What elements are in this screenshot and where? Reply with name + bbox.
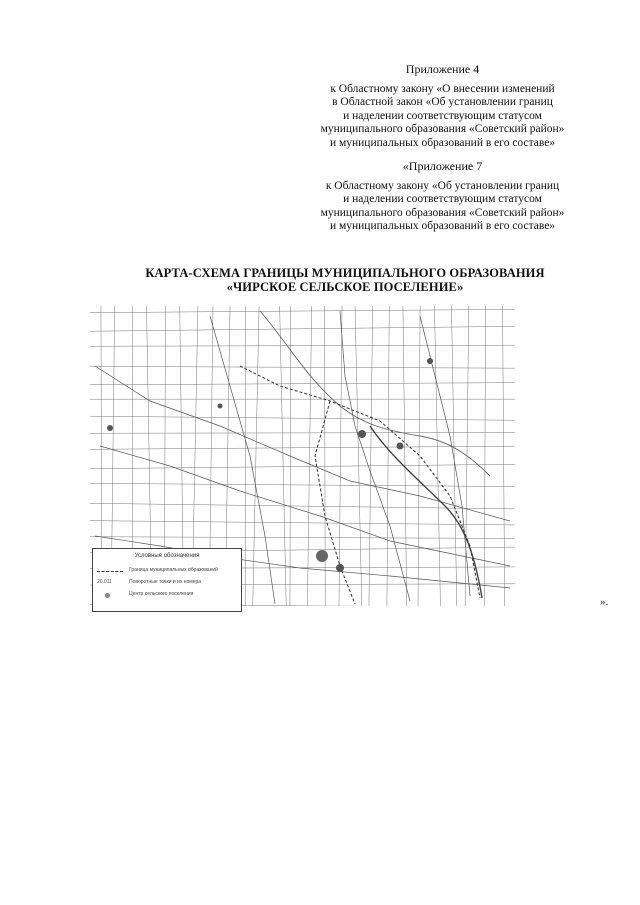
appendix-7-line: к Областному закону «Об установлении границ	[325, 179, 560, 192]
appendix-4-line: в Областной закон «Об установлении границ	[332, 96, 553, 108]
appendix-4-line: муниципального образования «Советский район»	[320, 123, 565, 135]
legend-label: Центр сельского поселения	[129, 591, 194, 597]
map-title	[95, 266, 595, 294]
map-title-line-2: «ЧИРСКОЕ СЕЛЬСКОЕ ПОСЕЛЕНИЕ»	[226, 280, 464, 294]
legend-label: Поворотные точки и их номера	[129, 579, 202, 585]
appendix-4-line: и наделении соответствующим статусом	[343, 109, 542, 122]
boundary-line-icon	[97, 571, 123, 572]
legend-item-boundary	[97, 567, 237, 575]
legend-item-turning-points	[97, 579, 237, 587]
appendix-7-line: муниципального образования «Советский район»	[320, 206, 565, 219]
turning-point-number: 20.011	[97, 579, 112, 585]
legend-item-settlement-center	[97, 591, 237, 599]
appendix-4-line: к Областному закону «О внесении изменений	[330, 82, 555, 95]
legend-label: Граница муниципальных образований	[129, 567, 218, 573]
appendix-7-line: и наделении соответствующим статусом	[343, 193, 542, 205]
appendix-4-line: и муниципальных образований в его составе»	[329, 136, 556, 149]
map-legend	[92, 548, 242, 612]
map-settlements	[107, 358, 433, 572]
appendix-4-heading: Приложение 4	[405, 62, 480, 76]
settlement-dot-icon	[105, 593, 110, 598]
appendix-4-block	[300, 63, 585, 150]
map-title-line-1: КАРТА-СХЕМА ГРАНИЦЫ МУНИЦИПАЛЬНОГО ОБРАЗОВАНИЯ	[145, 266, 545, 280]
legend-title: Условные обозначения	[134, 553, 200, 559]
appendix-7-block	[300, 160, 585, 234]
closing-quote-mark: ».	[600, 596, 609, 608]
appendix-7-heading: «Приложение 7	[402, 159, 483, 173]
appendix-7-line: и муниципальных образований в его составе»	[329, 220, 556, 232]
